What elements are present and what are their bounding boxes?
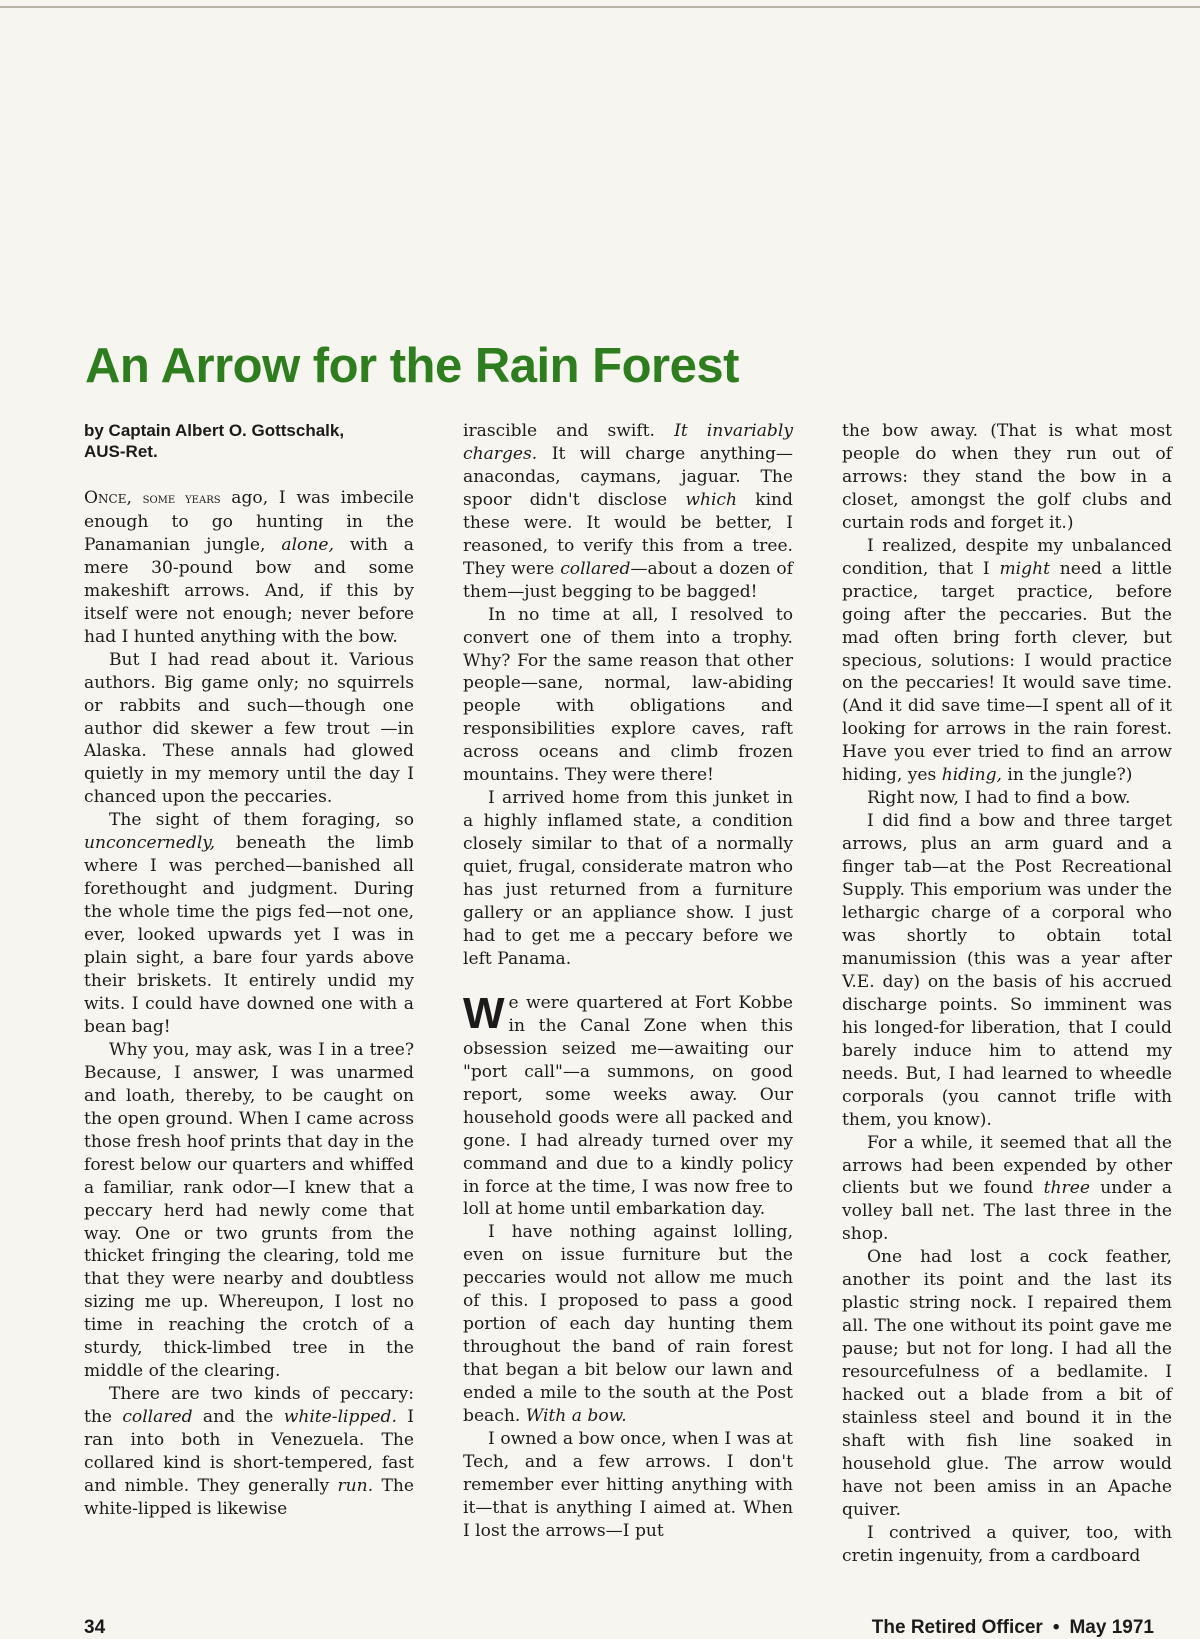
emphasis: It invariably charges. — [463, 421, 793, 464]
text-run: —about a dozen of them—just begging to be bagged! — [463, 558, 794, 602]
paragraph — [842, 1132, 1172, 1247]
text-run: I realized, despite my unbalanced condition, that I — [842, 535, 1172, 579]
footer-bullet: • — [1052, 1617, 1060, 1638]
paragraph: I owned a bow once, when I was at Tech, and a few arrows. I don't remember ever hitting anything with it—that is anything I aimed at. When I lost the arrows—I put — [463, 1428, 793, 1541]
paragraph: I arrived home from this junket in a highly inflamed state, a condition closely similar to that of a normally quiet, frugal, considerate matron who has just returned from a furniture gallery or an appliance show. I just had to get me a peccary before we left Panama. — [463, 788, 793, 969]
emphasis: hiding, — [941, 765, 1002, 786]
emphasis: might — [999, 558, 1050, 579]
top-rule — [0, 6, 1200, 8]
text-run: in the jungle?) — [1001, 765, 1133, 786]
emphasis: alone, — [281, 534, 334, 555]
paragraph: But I had read about it. Various authors. Big game only; no squirrels or rabbits and such—though one author did skewer a few trout —in Alaska. These annals had glowed quietly in my memory until the day I chanced upon the peccaries. — [84, 649, 414, 808]
text-run: and the — [192, 1407, 284, 1428]
text-run: It will charge anything—anacondas, caymans, jaguar. The spoor didn't disclose — [463, 443, 793, 510]
text-run: need a little practice, target practice, before going after the peccaries. But the mad often bring forth clever, but specious, solutions: I would practice on the peccaries! It would save time. (And it did save time—I spent all of it looking for arrows in the rain forest. Have you ever tried to find an arrow hiding, yes — [842, 558, 1172, 786]
byline-author: by Captain Albert O. Gottschalk, — [84, 421, 345, 440]
text-run: The white-lipped is likewise — [84, 1475, 414, 1519]
text-run: e were quartered at Fort Kobbe in the Canal Zone when this obsession seized me—awaiting our "port call"—a summons, on good report, some weeks away. Our household goods were all packed and gone. I had already turned over my command and due to a kindly policy in force at the time, I was now free to loll at home until embarkation day. — [463, 992, 793, 1220]
paragraph — [84, 1383, 414, 1521]
drop-cap: W — [463, 988, 505, 1038]
paragraph — [463, 988, 793, 1222]
paragraph: I contrived a quiver, too, with cretin ingenuity, from a cardboard — [842, 1522, 1172, 1566]
emphasis: which — [685, 489, 738, 510]
publication-name: The Retired Officer — [871, 1617, 1043, 1638]
emphasis: collared — [122, 1407, 193, 1428]
article-title: An Arrow for the Rain Forest — [85, 339, 739, 393]
running-footer — [872, 1617, 1154, 1639]
emphasis: run. — [337, 1475, 374, 1496]
column-2 — [463, 420, 793, 1543]
text-run: I have nothing against lolling, even on issue furniture but the peccaries would not allow me much of this. I proposed to pass a good portion of each day hunting them throughout the band of rain forest that began a bit below our lawn and ended a mile to the south at the Post beach. — [463, 1222, 793, 1427]
text-run: under a volley ball net. The last three in the shop. — [842, 1178, 1173, 1245]
emphasis: With a bow. — [525, 1406, 627, 1427]
paragraph — [84, 809, 414, 1039]
page-number: 34 — [84, 1617, 106, 1638]
issue-date: May 1971 — [1069, 1617, 1154, 1638]
column-1 — [84, 420, 414, 1521]
paragraph — [463, 420, 793, 604]
paragraph: the bow away. (That is what most people do when they run out of arrows: they stand the bow in a closet, amongst the golf clubs and curtain rods and forget it.) — [842, 421, 1172, 533]
text-run: beneath the limb where I was perched—banished all forethought and judgment. During the whole time the pigs fed—not one, ever, looked upwards yet I was in plain sight, a bare four yards above their briskets. It entirely undid my wits. I could have downed one with a bean bag! — [84, 833, 414, 1037]
emphasis: white-lipped. — [283, 1407, 397, 1428]
paragraph: In no time at all, I resolved to convert one of them into a trophy. Why? For the same reason that other people—sane, normal, law-abiding people with obligations and responsibilities explore caves, raft across oceans and climb frozen mountains. They were there! — [463, 604, 793, 786]
byline-rank: AUS-Ret. — [84, 442, 158, 461]
text-run: I ran into both in Venezuela. The collared kind is short-tempered, fast and nimble. They generally — [84, 1407, 414, 1496]
text-run: kind these were. It would be better, I reasoned, to verify this from a tree. They were — [463, 489, 793, 579]
paragraph — [463, 1221, 793, 1428]
paragraph: Right now, I had to find a bow. — [867, 788, 1131, 809]
text-run: The sight of them foraging, so — [109, 810, 414, 831]
emphasis: unconcernedly, — [84, 833, 216, 854]
paragraph: Why you, may ask, was I in a tree? Because, I answer, I was unarmed and loath, thereby, to be caught on the open ground. When I came across those fresh hoof prints that day in the forest below our quarters and whiffed a familiar, rank odor—I knew that a peccary herd had newly come that way. One or two grunts from the thicket fringing the clearing, told me that they were nearby and doubtless sizing me up. Whereupon, I lost no time in reaching the crotch of a sturdy, thick-limbed tree in the middle of the clearing. — [84, 1039, 414, 1382]
text-run: irascible and swift. — [463, 421, 675, 441]
emphasis: collared — [560, 558, 631, 579]
paragraph: I did find a bow and three target arrows, plus an arm guard and a finger tab—at the Post Recreational Supply. This emporium was under the lethargic charge of a corporal who was shortly to obtain total manumission (this was a year after V.E. day) on the basis of his accrued discharge points. So imminent was his longed-for liberation, that I could barely induce him to attend my needs. But, I had learned to wheedle corporals (you cannot trifle with them, you know). — [842, 811, 1172, 1130]
text-run: with a mere 30-pound bow and some makeshift arrows. And, if this by itself were not enough; never before had I hunted anything with the bow. — [84, 534, 414, 647]
section-break — [463, 971, 793, 992]
text-run: There are two kinds of peccary: the — [84, 1384, 414, 1428]
emphasis: three — [1043, 1178, 1090, 1199]
byline — [84, 420, 414, 462]
paragraph — [84, 487, 414, 649]
opening-caps: Once, — [84, 488, 132, 508]
text-run: For a while, it seemed that all the arrows had been expended by other clients but we found — [842, 1132, 1172, 1199]
paragraph — [842, 535, 1172, 787]
opening-caps-rest: some years — [142, 491, 221, 507]
column-3 — [842, 420, 1172, 1568]
text-run: ago, I was imbecile enough to go hunting in the Panamanian jungle, — [84, 488, 414, 555]
paragraph: One had lost a cock feather, another its point and the last its plastic string nock. I repaired them all. The one without its point gave me pause; but not for long. I had all the resourcefulness of a bedlamite. I hacked out a blade from a bit of stainless steel and bound it in the shaft with fish line soaked in household glue. The arrow would have not been amiss in an Apache quiver. — [842, 1247, 1172, 1520]
